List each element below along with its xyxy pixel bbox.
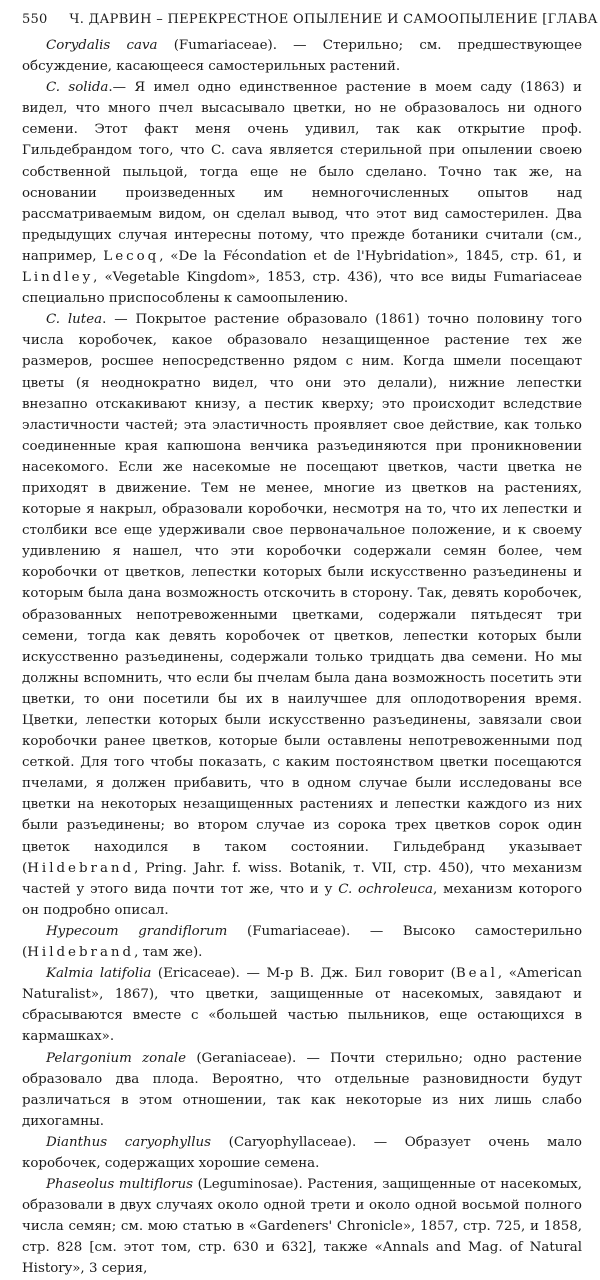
author-name: Lindley [22,270,94,286]
paragraph [22,1174,582,1279]
text-run: , «American Naturalist», 1867), что цветки, защищенные от насекомых, завядают и сбрасываются вместе с «большей частью пыльников, еще остающихся в кармашках». [22,966,582,1045]
italic-term: Hypecoum grandiflorum [46,923,228,939]
paragraph [22,1048,582,1132]
italic-term: C. lutea [46,312,103,328]
body-text [22,35,582,1280]
italic-term: Kalmia latifolia [46,966,152,982]
author-name: Beal [455,966,498,982]
italic-term: Phaseolus multiflorus [46,1177,193,1193]
text-run: .— Я имел одно единственное растение в моем саду (1863) и видел, что много пчел высасывало цветки, но не образовалось ни одного семени. Этот факт меня очень удивил, так как открытие проф. Гильдебрандом того, что C. cava является стерильной при опылении своею собственной пыльцой, тогда еще не было сделано. Точно так же, на основании произведенных им немногочисленных опытов над рассматриваемым видом, он сделал вывод, что этот вид самостерилен. Два предыдущих случая интересны потому, что прежде ботаники считали (см., например, [22,80,582,264]
paragraph [22,35,582,77]
author-name: Lecoq [103,248,160,264]
italic-term: C. solida [46,80,109,96]
text-run: . — Покрытое растение образовало (1861) точно половину того числа коробочек, какое образовало незащищенное растение тех же размеров, росшее непосредственно рядом с ним. Когда шмели посещают цветы (я неоднократно видел, что они это делали), нижние лепестки внезапно отскакивают книзу, а пестик кверху; это происходит вследствие эластичности частей; эта эластичность проявляет свое действие, как только соединенные края капюшона венчика разъединяются при проникновении насекомого. Если же насекомые не посещают цветков, части цветка не приходят в движение. Тем не менее, многие из цветков на растениях, которые я накрыл, образовали коробочки, несмотря на то, что их лепестки и столбики все еще удерживали свое первоначальное положение, и к своему удивлению я нашел, что эти коробочки содержали семян более, чем коробочки от цветков, лепестки которых были искусственно разъединены и которым была дана возможность отскочить в сторону. Так, девять коробочек, образованных непотревоженными цветками, содержали пятьдесят три семени, тогда как девять коробочек от цветков, лепестки которых были искусственно разъединены, содержали только тридцать два семени. Но мы должны вспомнить, что если бы пчелам была дана возможность посетить эти цветки, то они посетили бы их в наилучшее для оплодотворения время. Цветки, лепестки которых были искусственно разъединены, завязали свои коробочки ранее цветков, которые были оставлены непотревоженными под сеткой. Для того чтобы показать, с каким постоянством цветки посещаются пчелами, я должен прибавить, что в одном случае были исследованы все цветки на некоторых незащищенных растениях и лепестки каждого из них были разъединены; во втором случае из сорока трех цветков сорок один цветок находился в таком состоянии. Гильдебранд указывает ( [22,312,583,876]
page-header [22,12,598,27]
paragraph [22,963,582,1047]
text-run: (Geraniaceae). — Почти стерильно; одно растение образовало два плода. Вероятно, что отдельные разновидности будут различаться в этом отношении, так как некоторые из них лишь слабо дихогамны. [22,1050,582,1129]
author-name: Hildebrand [27,945,135,961]
italic-term: Pelargonium zonale [46,1050,187,1066]
running-title: Ч. ДАРВИН – ПЕРЕКРЕСТНОЕ ОПЫЛЕНИЕ И САМООПЫЛЕНИЕ [ГЛАВА [69,12,598,27]
text-run: (Fumariaceae). — Высоко самостерильно ( [22,923,583,961]
author-name: Hildebrand [27,860,135,876]
italic-term: C. ochroleuca [338,881,434,897]
paragraph [22,309,582,921]
italic-term: Corydalis cava [46,38,158,53]
text-run: , механизм которого он подробно описал. [22,881,583,918]
paragraph [22,77,582,309]
text-run: (Leguminosae). Растения, защищенные от насекомых, образовали в двух случаях около одной трети и около одной восьмой полного числа семян; см. мою статью в «Gardeners' Chronicle», 1857, стр. 725, и 1858, стр. 828 [см. этот том, стр. 630 и 632], также «Annals and Mag. of Natural History», 3 серия, [22,1177,582,1277]
text-run: , «De la Fécondation et de l'Hybridation», 1845, стр. 61, и [159,248,582,264]
text-run: , там же). [134,945,203,961]
text-run: (Ericaceae). — М-р В. Дж. Бил говорит ( [151,966,456,982]
paragraph [22,1132,582,1174]
text-run: (Caryophyllaceae). — Образует очень мало коробочек, содержащих хорошие семена. [22,1134,582,1171]
page-number: 550 [22,12,48,27]
italic-term: Dianthus caryophyllus [46,1134,212,1150]
text-run: , Pring. Jahr. f. wiss. Botanik, т. VII, стр. 450), что механизм частей у этого вида почти тот же, что и у [22,860,582,897]
paragraph [22,921,582,963]
text-run: (Fumariaceae). — Стерильно; см. предшествующее обсуждение, касающееся самостерильных растений. [22,38,582,75]
text-run: , «Vegetable Kingdom», 1853, стр. 436), что все виды Fumariaceae специально приспособлены к самоопылению. [22,270,582,307]
